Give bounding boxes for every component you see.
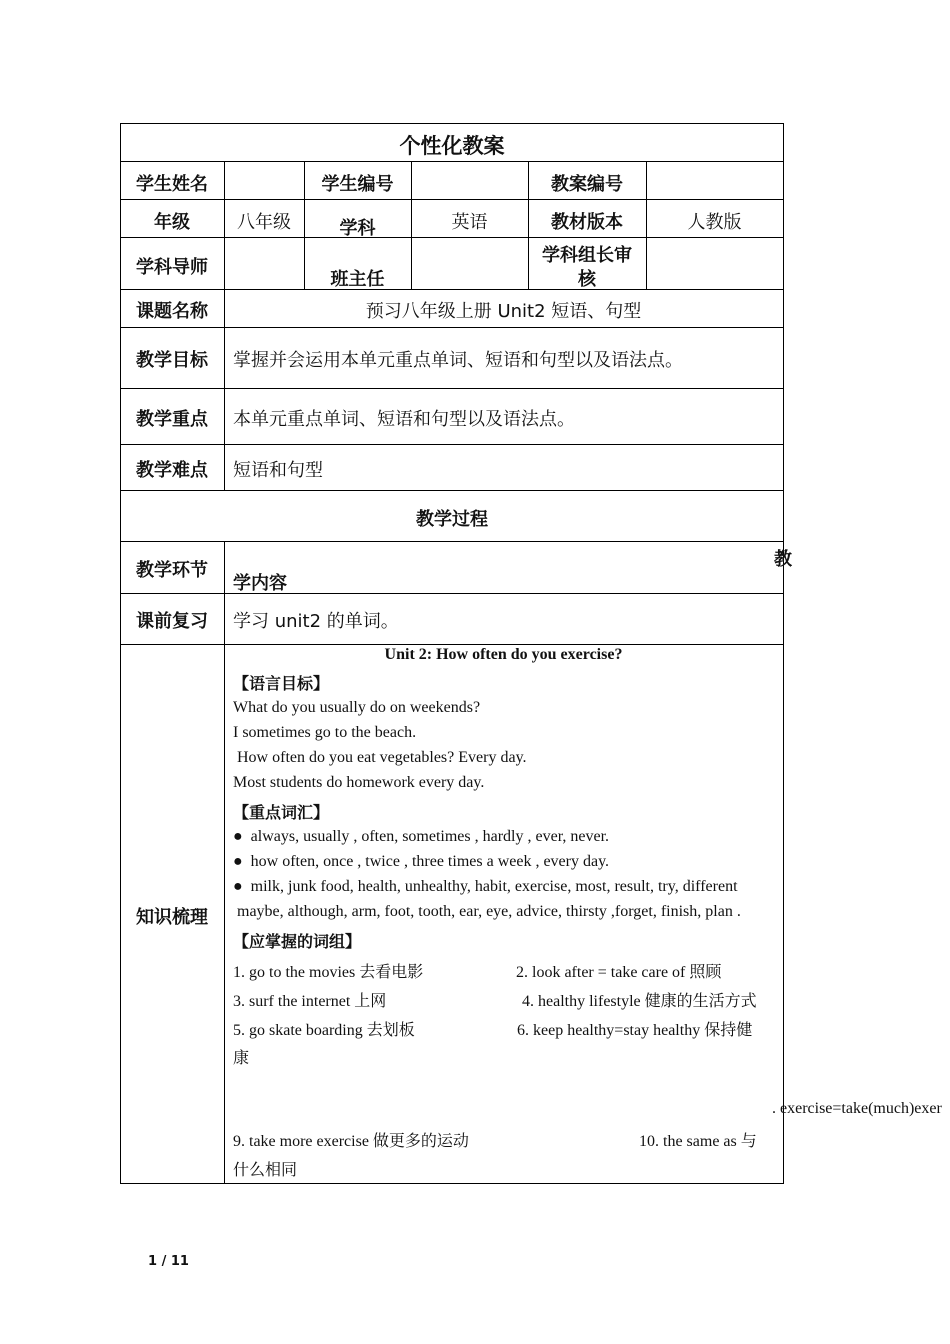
mentor-label: 学科导师 [136, 257, 208, 278]
phrase-item-continued: 什么相同 [233, 1162, 298, 1179]
homeroom-label: 班主任 [330, 269, 385, 290]
vocab-header: 【重点词汇】 [233, 803, 330, 822]
grade-value: 八年级 [237, 212, 291, 233]
grade-label: 年级 [154, 212, 190, 233]
student-name-label: 学生姓名 [136, 174, 208, 195]
goal-label: 教学目标 [136, 350, 208, 371]
difficulty-value: 短语和句型 [233, 460, 323, 481]
topic-label: 课题名称 [136, 301, 208, 322]
stage-label: 教学环节 [136, 560, 208, 581]
content-label-part2: 学内容 [233, 573, 287, 594]
language-goal-header: 【语言目标】 [233, 674, 330, 693]
content-label-part1: 教 [774, 549, 792, 570]
plan-id-label: 教案编号 [551, 174, 623, 195]
phrase-item: 9. take more exercise 做更多的运动 [233, 1133, 469, 1150]
phrase-item: 3. surf the internet 上网 [233, 993, 387, 1010]
document-title: 个性化教案 [399, 134, 505, 158]
phrase-item: 5. go skate boarding 去划板 [233, 1022, 415, 1039]
textbook-value: 人教版 [687, 212, 742, 233]
process-header: 教学过程 [416, 509, 488, 530]
phrase-item: 2. look after = take care of 照顾 [516, 964, 722, 981]
phrase-item: 6. keep healthy=stay healthy 保持健 [517, 1022, 753, 1039]
subject-label: 学科 [339, 218, 376, 239]
sentence-item: What do you usually do on weekends? [233, 699, 481, 716]
table-rule [120, 289, 784, 290]
phrase-item: 10. the same as 与 [639, 1133, 757, 1150]
textbook-label: 教材版本 [551, 212, 623, 233]
table-rule [120, 199, 784, 200]
sentence-item: How often do you eat vegetables? Every day. [233, 749, 527, 766]
difficulty-label: 教学难点 [136, 460, 208, 481]
page-number: 1 / 11 [148, 1254, 189, 1269]
sentence-item: Most students do homework every day. [233, 774, 485, 791]
table-rule [120, 327, 784, 328]
table-rule [120, 644, 784, 645]
student-id-label: 学生编号 [321, 174, 394, 195]
table-border-right [783, 123, 784, 1184]
focus-value: 本单元重点单词、短语和句型以及语法点。 [233, 409, 575, 430]
table-rule [120, 388, 784, 389]
phrase-item-continued: 康 [233, 1050, 250, 1067]
vocab-line: ● how often, once , twice , three times a week , every day. [233, 853, 610, 870]
goal-value: 掌握并会运用本单元重点单词、短语和句型以及语法点。 [233, 350, 683, 371]
table-col-divider [224, 541, 225, 1183]
review-label: 课前复习 [136, 611, 208, 632]
vocab-line: ● always, usually , often, sometimes , hardly , ever, never. [233, 828, 610, 845]
vocab-line: ● milk, junk food, health, unhealthy, habit, exercise, most, result, try, different [233, 878, 738, 895]
focus-label: 教学重点 [136, 409, 208, 430]
sentence-item: I sometimes go to the beach. [233, 724, 417, 741]
phrase-item: 1. go to the movies 去看电影 [233, 964, 424, 981]
review-value: 学习 unit2 的单词。 [233, 611, 399, 632]
table-border-left [120, 123, 121, 1184]
table-rule [120, 541, 784, 542]
subject-value: 英语 [451, 212, 488, 233]
table-rule [120, 161, 784, 162]
table-border-top [120, 123, 784, 124]
knowledge-label: 知识梳理 [136, 907, 208, 928]
phrase-header: 【应掌握的词组】 [233, 932, 362, 951]
table-rule [120, 444, 784, 445]
vocab-line: maybe, although, arm, foot, tooth, ear, eye, advice, thirsty ,forget, finish, plan . [233, 903, 741, 920]
table-rule [120, 593, 784, 594]
reviewer-label-line2: 核 [578, 269, 596, 290]
table-border-bottom [120, 1183, 784, 1184]
topic-value: 预习八年级上册 Unit2 短语、句型 [365, 301, 642, 322]
phrase-overflow-text: . exercise=take(much)exer [772, 1100, 942, 1117]
unit-title: Unit 2: How often do you exercise? [384, 646, 623, 663]
table-rule [120, 237, 784, 238]
table-rule [120, 490, 784, 491]
phrase-item: 4. healthy lifestyle 健康的生活方式 [522, 993, 757, 1010]
reviewer-label-line1: 学科组长审 [542, 245, 632, 266]
